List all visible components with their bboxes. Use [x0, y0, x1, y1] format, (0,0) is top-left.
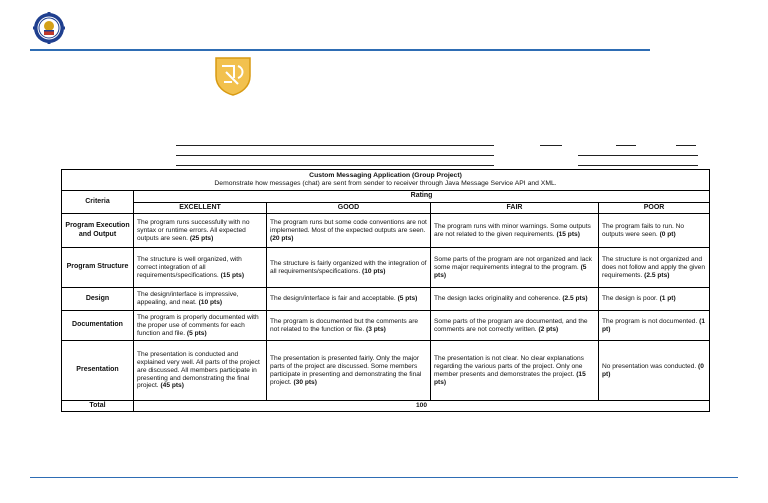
cell-points: (25 pts)	[189, 234, 214, 242]
cell-text: The program runs but some code conventions are not implemented. Most of the expected outputs are seen.	[270, 218, 427, 234]
header-row-1	[62, 191, 710, 202]
cell-points: (2 pts)	[538, 325, 559, 333]
cell-points: (1 pt)	[602, 317, 706, 333]
cell-points: (2.5 pts)	[644, 271, 670, 279]
cell-text: No presentation was conducted.	[602, 362, 697, 370]
cell-points: (1 pt)	[659, 295, 676, 303]
cell-text: The presentation is not clear. No clear explanations regarding the various parts of the project. Only one member presents and demonstrates the project.	[434, 354, 584, 378]
rating-cell	[267, 341, 431, 401]
cell-text: The presentation is presented fairly. Only the major parts of the project are discussed. Some members participate in presenting and demonstrating the final project.	[270, 354, 422, 386]
cell-points: (3 pts)	[366, 325, 386, 333]
rating-cell	[599, 214, 710, 248]
right-line-1[interactable]	[578, 155, 698, 156]
criterion-label: Documentation	[62, 311, 134, 341]
criterion-label: Presentation	[62, 341, 134, 401]
cell-points: (30 pts)	[293, 378, 317, 386]
cell-points: (15 pts)	[220, 271, 245, 279]
title-row	[62, 170, 710, 191]
cell-points: (5 pts)	[186, 329, 207, 337]
rubric-title-cell	[62, 170, 710, 191]
cell-text: Some parts of the program are documented, and the comments are not correctly written.	[434, 317, 588, 333]
criterion-label: Design	[62, 288, 134, 311]
cell-text: The design/interface is fair and acceptable.	[270, 295, 396, 303]
total-label: Total	[62, 401, 134, 412]
rubric-row	[62, 341, 710, 401]
cell-points: (2.5 pts)	[562, 295, 588, 303]
cell-text: The design lacks originality and coherence.	[434, 295, 561, 303]
rating-cell	[599, 311, 710, 341]
rating-cell	[599, 248, 710, 288]
criteria-header: Criteria	[62, 191, 134, 214]
cell-points: (45 pts)	[160, 382, 184, 390]
rating-cell	[267, 214, 431, 248]
level-fair: FAIR	[431, 202, 599, 213]
cell-text: The program is properly documented with the proper use of comments for each function and file.	[137, 313, 259, 337]
cell-points: (0 pt)	[659, 230, 676, 238]
rating-cell	[599, 341, 710, 401]
cell-text: The structure is well organized, with correct integration of all requirements/specifications.	[137, 255, 242, 279]
total-row	[62, 401, 710, 412]
cell-text: The structure is fairly organized with the integration of all requirements/specifications.	[270, 259, 427, 275]
cell-text: The design/interface is impressive, appealing, and neat.	[137, 291, 239, 307]
rating-cell	[134, 288, 267, 311]
rating-cell	[134, 311, 267, 341]
footer-rule	[30, 477, 738, 478]
level-poor: POOR	[599, 202, 710, 213]
cell-points: (5 pts)	[434, 263, 587, 279]
rating-cell	[431, 341, 599, 401]
rating-cell	[267, 288, 431, 311]
rating-cell	[431, 288, 599, 311]
cell-points: (0 pt)	[602, 362, 704, 378]
cell-text: Some parts of the program are not organized and lack some major requirements integral to the program.	[434, 255, 592, 271]
rating-cell	[431, 248, 599, 288]
rating-cell	[599, 288, 710, 311]
rating-cell	[267, 248, 431, 288]
cell-points: (5 pts)	[397, 295, 418, 303]
level-good: GOOD	[267, 202, 431, 213]
rating-cell	[431, 214, 599, 248]
university-seal-icon	[33, 12, 65, 44]
level-excellent: EXCELLENT	[134, 202, 267, 213]
header-rule	[30, 49, 650, 51]
rating-cell	[431, 311, 599, 341]
cell-points: (15 pts)	[434, 370, 586, 386]
cell-points: (15 pts)	[556, 230, 580, 238]
rubric-row	[62, 311, 710, 341]
cell-points: (10 pts)	[362, 267, 386, 275]
name-line-1[interactable]	[176, 145, 494, 146]
cell-text: The design is poor.	[602, 295, 658, 303]
cell-text: The program fails to run. No outputs were seen.	[602, 222, 685, 238]
cell-points: (20 pts)	[270, 234, 294, 242]
rating-header: Rating	[134, 191, 710, 202]
criterion-label: Program Structure	[62, 248, 134, 288]
rubric-row	[62, 248, 710, 288]
cell-text: The program is not documented.	[602, 317, 698, 325]
cell-points: (10 pts)	[198, 299, 223, 307]
rubric-subtitle: Demonstrate how messages (chat) are sent from sender to receiver through Java Message Service API and XML.	[214, 180, 557, 188]
total-value: 100	[134, 401, 710, 412]
cell-text: The program is documented but the comments are not related to the function or file.	[270, 317, 419, 333]
cell-text: The program runs with minor warnings. Some outputs are not related to the given requirements.	[434, 222, 591, 238]
cell-text: The structure is not organized and does not follow and apply the given requirements.	[602, 255, 706, 279]
short-line-2[interactable]	[616, 145, 636, 146]
shield-crest-icon	[214, 56, 252, 96]
rubric-row	[62, 288, 710, 311]
cell-text: The program runs successfully with no syntax or runtime errors. All expected outputs are seen.	[137, 218, 250, 242]
rating-cell	[134, 214, 267, 248]
rubric-title: Custom Messaging Application (Group Project)	[309, 172, 462, 179]
criterion-label: Program Execution and Output	[62, 214, 134, 248]
rating-cell	[134, 248, 267, 288]
rating-cell	[134, 341, 267, 401]
name-line-2[interactable]	[176, 155, 494, 156]
rating-cell	[267, 311, 431, 341]
name-line-3[interactable]	[176, 165, 494, 166]
header-row-2	[62, 202, 710, 213]
rubric-row	[62, 214, 710, 248]
cell-text: The presentation is conducted and explained very well. All parts of the project are discussed. All members participate in presenting and demonstrating the final project.	[137, 350, 260, 390]
right-line-2[interactable]	[578, 165, 698, 166]
short-line-1[interactable]	[540, 145, 562, 146]
short-line-3[interactable]	[676, 145, 696, 146]
rubric-table	[61, 169, 710, 412]
